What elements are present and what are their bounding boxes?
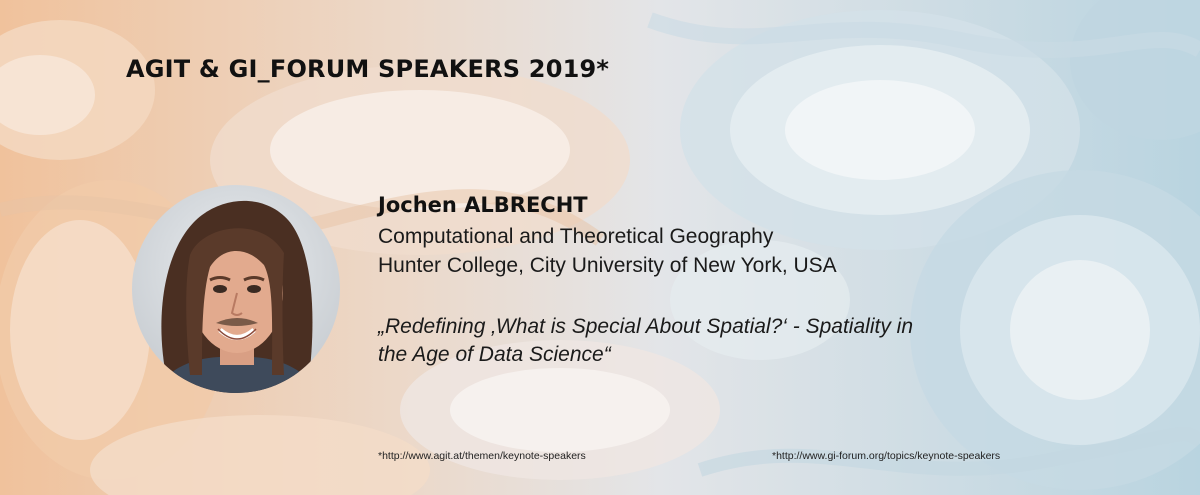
speaker-affiliation-institution: Hunter College, City University of New York, USA <box>378 254 837 277</box>
banner-heading: AGIT & GI_FORUM SPEAKERS 2019* <box>126 55 610 83</box>
footnote-agit-url: *http://www.agit.at/themen/keynote-speakers <box>378 450 586 462</box>
talk-title-line-2: the Age of Data Science“ <box>378 343 611 366</box>
talk-title-line-1: „Redefining ‚What is Special About Spatial?‘ - Spatiality in <box>378 315 913 338</box>
footnote-giforum-url: *http://www.gi-forum.org/topics/keynote-speakers <box>772 450 1001 462</box>
speaker-portrait-icon <box>132 185 340 393</box>
speaker-name: Jochen ALBRECHT <box>378 193 588 217</box>
speaker-affiliation-department: Computational and Theoretical Geography <box>378 225 774 248</box>
speaker-photo <box>132 185 340 393</box>
